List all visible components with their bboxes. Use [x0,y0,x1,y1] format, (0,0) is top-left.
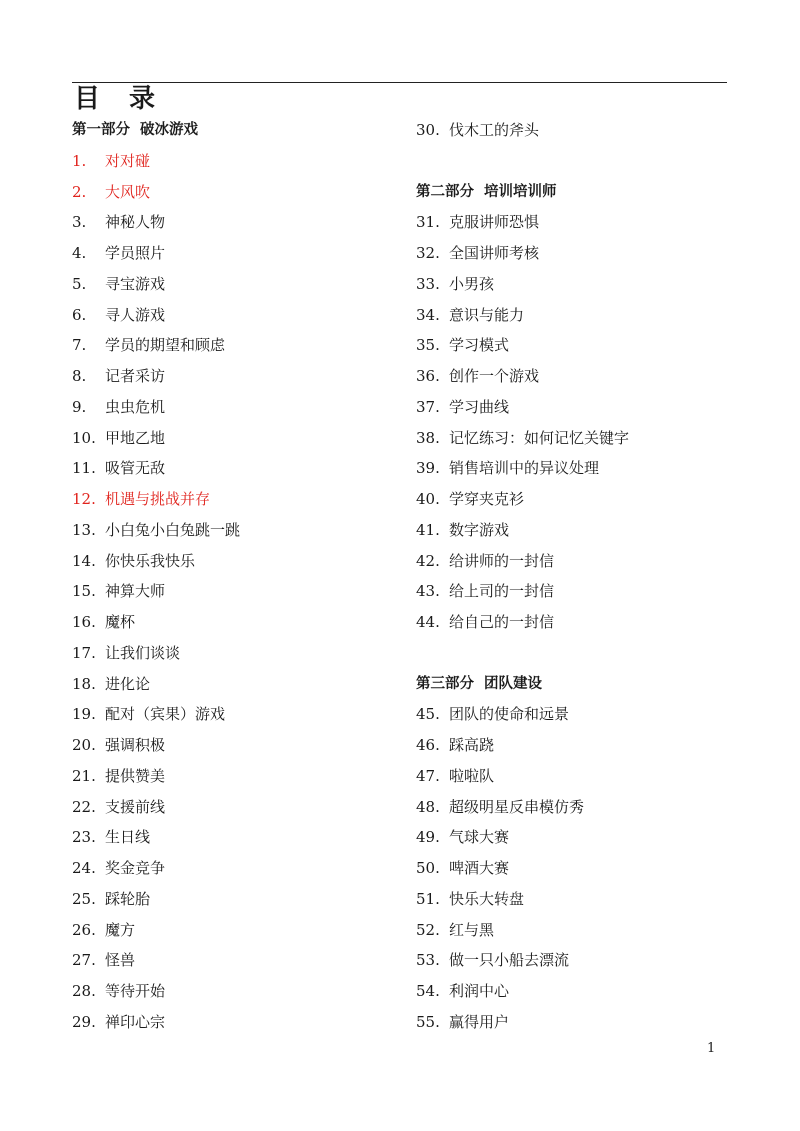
entry-title: 创作一个游戏 [449,367,540,385]
entry-title: 利润中心 [449,982,510,1000]
entry-title: 吸管无敌 [105,459,166,478]
section-title: 团队建设 [484,675,542,692]
toc-entry [72,361,392,392]
entry-number: 1. [72,151,87,170]
entry-title: 赢得用户 [449,1012,510,1031]
toc-entry [416,976,736,1007]
toc-entry [72,945,392,976]
entry-title: 给讲师的一封信 [449,551,555,570]
entry-number: 47. [416,766,440,785]
toc-entry [72,177,392,208]
entry-title: 气球大赛 [449,828,510,847]
entry-title: 超级明星反串模仿秀 [449,797,585,816]
toc-entry [416,792,736,823]
entry-number: 54. [416,982,440,1000]
entry-number: 5. [72,274,87,293]
entry-title: 魔方 [105,920,136,939]
toc-entry [416,484,736,515]
entry-title: 红与黑 [449,920,495,939]
entry-number: 55. [416,1012,440,1031]
entry-title: 魔杯 [105,613,136,631]
entry-number: 53. [416,951,440,970]
section-heading [416,669,736,700]
toc-entry [72,576,392,607]
entry-number: 31. [416,213,440,232]
toc-entry [72,699,392,730]
toc-entry [416,822,736,853]
entry-number: 38. [416,428,440,447]
entry-number: 34. [416,305,440,324]
section-title: 培训培训师 [484,183,557,200]
toc-entry [416,330,736,361]
entry-number: 2. [72,182,87,201]
entry-number: 52. [416,920,440,939]
toc-entry [72,915,392,946]
toc-entry [416,546,736,577]
toc-entry [72,607,392,638]
toc-right-column [416,115,736,1038]
toc-entry [72,638,392,669]
toc-entry [72,884,392,915]
page-number: 1 [707,1041,716,1056]
entry-title: 让我们谈谈 [105,643,181,662]
entry-number: 22. [72,797,96,816]
toc-entry [72,146,392,177]
toc-entry [416,884,736,915]
toc-entry [416,1007,736,1038]
toc-entry [416,453,736,484]
entry-number: 9. [72,397,87,416]
toc-entry [72,546,392,577]
entry-number: 44. [416,613,440,631]
entry-title: 学习曲线 [449,397,510,416]
toc-left-column [72,115,392,1038]
entry-number: 12. [72,490,96,508]
toc-entry [72,822,392,853]
entry-number: 20. [72,736,96,754]
entry-title: 寻人游戏 [105,305,166,324]
entry-number: 40. [416,490,440,508]
toc-entry [416,699,736,730]
toc-entry [72,300,392,331]
toc-entry [72,792,392,823]
toc-entry [416,515,736,546]
toc-entry [72,207,392,238]
entry-number: 30. [416,121,440,139]
entry-title: 机遇与挑战并存 [105,490,211,508]
toc-entry [72,515,392,546]
entry-title: 给自己的一封信 [449,613,555,631]
toc-entry [72,453,392,484]
entry-title: 团队的使命和远景 [449,705,570,724]
entry-title: 强调积极 [105,736,166,754]
page-title: 目 录 [74,84,166,114]
section-part-label: 第三部分 [416,675,474,692]
entry-title: 神秘人物 [105,213,166,232]
entry-number: 26. [72,920,96,939]
entry-title: 奖金竞争 [105,859,166,877]
entry-number: 16. [72,613,96,631]
section-title: 破冰游戏 [140,122,198,138]
entry-title: 配对（宾果）游戏 [105,705,226,724]
toc-entry [416,300,736,331]
toc-entry [416,853,736,884]
entry-title: 克服讲师恐惧 [449,213,540,232]
section-part-label: 第二部分 [416,183,474,200]
toc-entry [72,392,392,423]
toc-entry [416,115,736,146]
entry-number: 17. [72,643,96,662]
entry-title: 快乐大转盘 [449,889,525,908]
entry-number: 19. [72,705,96,724]
spacer [416,146,736,177]
entry-title: 甲地乙地 [105,428,166,447]
toc-entry [416,238,736,269]
toc-entry [72,1007,392,1038]
toc-entry [416,945,736,976]
entry-title: 寻宝游戏 [105,274,166,293]
section-heading [72,115,392,146]
entry-number: 42. [416,551,440,570]
entry-title: 记者采访 [105,367,166,385]
entry-number: 25. [72,889,96,908]
entry-title: 小男孩 [449,274,495,293]
toc-entry [72,484,392,515]
entry-number: 41. [416,520,440,539]
entry-number: 18. [72,674,96,693]
section-part-label: 第一部分 [72,122,130,138]
entry-title: 销售培训中的异议处理 [449,459,600,478]
entry-number: 23. [72,828,96,847]
entry-title: 踩高跷 [449,736,495,754]
entry-number: 15. [72,582,96,601]
entry-number: 13. [72,520,96,539]
entry-title: 支援前线 [105,797,166,816]
entry-number: 6. [72,305,87,324]
entry-title: 学员的期望和顾虑 [105,336,226,355]
entry-number: 36. [416,367,440,385]
toc-entry [72,269,392,300]
toc-entry [72,330,392,361]
entry-number: 45. [416,705,440,724]
entry-number: 33. [416,274,440,293]
toc-entry [72,730,392,761]
entry-number: 10. [72,428,96,447]
toc-entry [416,761,736,792]
entry-title: 小白兔小白兔跳一跳 [105,520,241,539]
entry-title: 全国讲师考核 [449,244,540,262]
entry-number: 49. [416,828,440,847]
toc-entry [416,269,736,300]
entry-number: 24. [72,859,96,877]
entry-number: 14. [72,551,96,570]
entry-number: 32. [416,244,440,262]
entry-title: 啦啦队 [449,766,495,785]
toc-entry [416,423,736,454]
entry-number: 21. [72,766,96,785]
entry-number: 37. [416,397,440,416]
toc-entry [72,853,392,884]
toc-entry [72,976,392,1007]
entry-title: 你快乐我快乐 [105,551,196,570]
entry-title: 给上司的一封信 [449,582,555,601]
toc-entry [416,607,736,638]
entry-number: 35. [416,336,440,355]
entry-number: 39. [416,459,440,478]
toc-entry [416,730,736,761]
entry-title: 学员照片 [105,244,166,262]
entry-title: 做一只小船去漂流 [449,951,570,970]
entry-number: 8. [72,367,87,385]
entry-number: 51. [416,889,440,908]
entry-title: 意识与能力 [449,305,525,324]
entry-number: 46. [416,736,440,754]
entry-title: 大风吹 [105,182,151,201]
toc-entry [72,423,392,454]
entry-title: 怪兽 [105,951,136,970]
entry-title: 虫虫危机 [105,397,166,416]
entry-title: 提供赞美 [105,766,166,785]
entry-title: 对对碰 [105,151,151,170]
toc-entry [416,361,736,392]
entry-title: 等待开始 [105,982,166,1000]
entry-number: 3. [72,213,87,232]
entry-title: 学习模式 [449,336,510,355]
toc-entry [416,392,736,423]
entry-number: 11. [72,459,96,478]
entry-number: 27. [72,951,96,970]
toc-entry [72,238,392,269]
entry-title: 记忆练习：如何记忆关键字 [449,428,630,447]
entry-number: 50. [416,859,440,877]
entry-number: 29. [72,1012,96,1031]
entry-number: 43. [416,582,440,601]
entry-title: 伐木工的斧头 [449,121,540,139]
entry-number: 7. [72,336,87,355]
entry-title: 学穿夹克衫 [449,490,525,508]
entry-title: 生日线 [105,828,151,847]
entry-number: 28. [72,982,96,1000]
entry-title: 进化论 [105,674,151,693]
toc-entry [72,761,392,792]
toc-entry [416,207,736,238]
entry-number: 4. [72,244,87,262]
entry-title: 神算大师 [105,582,166,601]
entry-title: 踩轮胎 [105,889,151,908]
toc-entry [416,576,736,607]
section-heading [416,177,736,208]
spacer [416,638,736,669]
entry-title: 禅印心宗 [105,1012,166,1031]
header-rule [72,82,727,83]
entry-number: 48. [416,797,440,816]
toc-entry [72,669,392,700]
entry-title: 啤酒大赛 [449,859,510,877]
entry-title: 数字游戏 [449,520,510,539]
toc-entry [416,915,736,946]
